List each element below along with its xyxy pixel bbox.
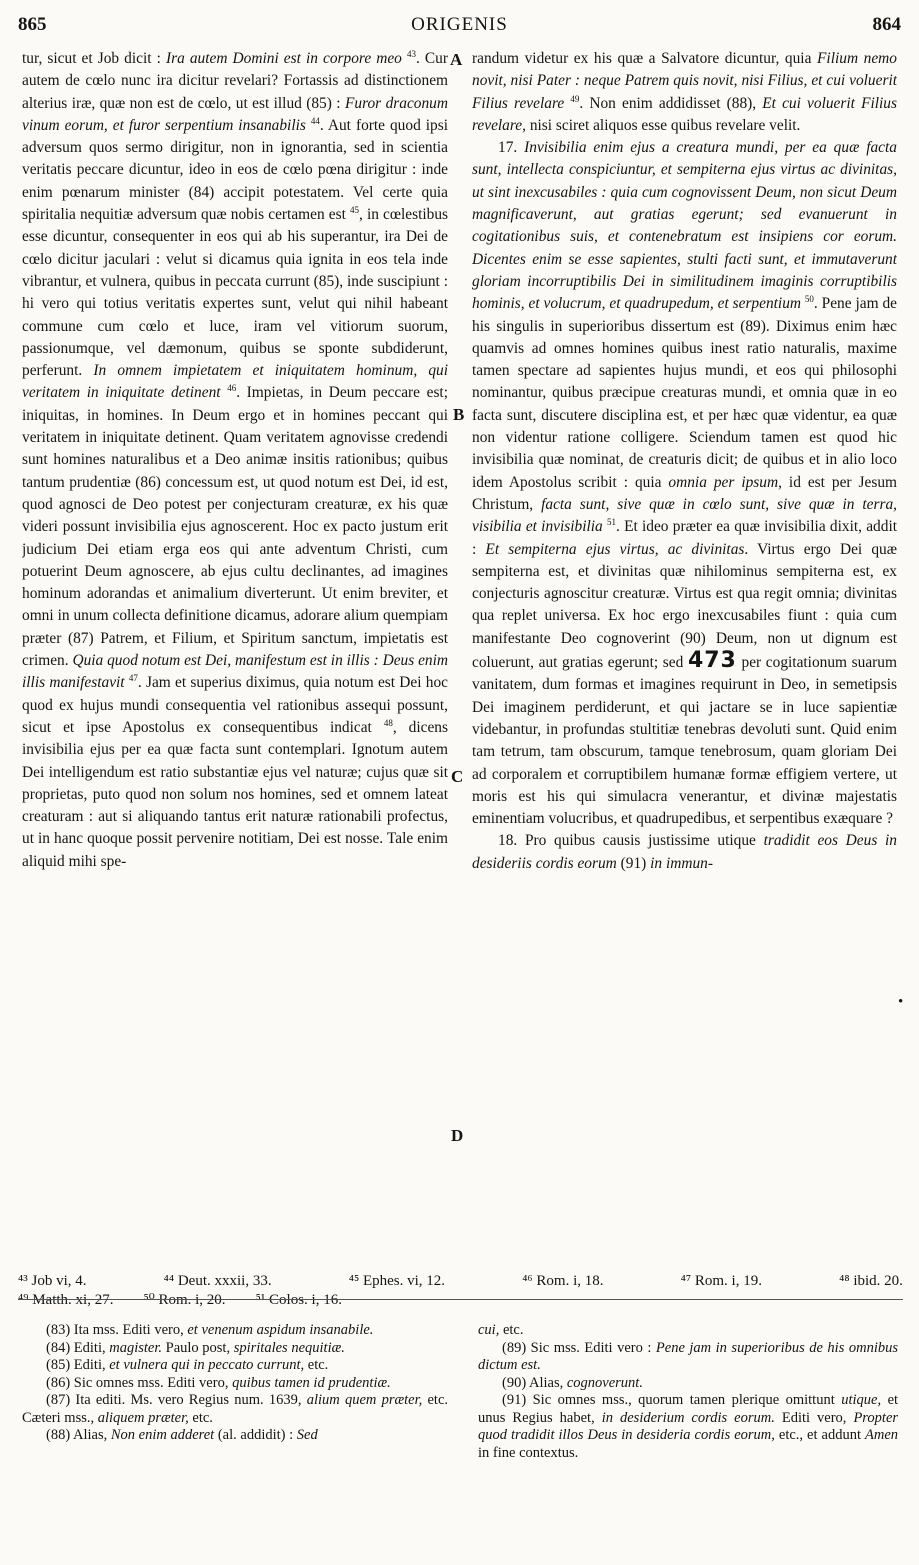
reference: ⁴⁸ ibid. 20.: [839, 1273, 903, 1289]
variant-reading: Amen: [864, 1427, 898, 1443]
text-run: (91): [620, 854, 647, 872]
footnote-marker: 46: [227, 383, 237, 394]
notes-right: [478, 1322, 898, 1502]
left-column: [22, 48, 448, 1270]
text-run: . Cur autem de cœlo nunc ira dicitur revelari? Fortassis ad distinctionem alterius iræ, quæ non est de cœlo, ut est illud (85) :: [22, 50, 448, 112]
text-run: . Non enim addidisset (88),: [579, 94, 757, 112]
note-88: [22, 1427, 448, 1445]
paragraph-17: [472, 137, 897, 830]
scripture-quote: Et sempiterna ejus virtus, ac divinitas: [485, 540, 745, 558]
text-run: Paulo post,: [165, 1339, 231, 1356]
variant-reading: alium quem præter,: [306, 1392, 423, 1408]
text-run: tur, sicut et Job dicit :: [22, 50, 161, 67]
note-83: [22, 1322, 448, 1340]
reference: ⁴⁷ Rom. i, 19.: [680, 1273, 762, 1289]
paragraph: [22, 48, 448, 873]
variant-reading: Sed: [296, 1427, 318, 1443]
margin-bullet: •: [898, 994, 904, 1010]
text-run: , id est per Jesum Christum,: [472, 473, 897, 513]
paragraph: [472, 48, 897, 137]
footnote-marker: 49: [570, 93, 580, 104]
scripture-quote: in immun-: [650, 854, 713, 872]
note-86: [22, 1375, 448, 1393]
footnote-marker: 47: [128, 673, 138, 684]
reference: ⁴⁹ Matth. xi, 27.: [18, 1292, 114, 1308]
margin-letter-a: A: [450, 50, 463, 69]
variant-reading: spiritales nequitiæ.: [233, 1339, 345, 1356]
text-run: (89) Sic mss. Editi vero :: [502, 1339, 652, 1356]
footnote-marker: 48: [383, 717, 393, 728]
divider: [18, 1299, 903, 1300]
page-number-right: 864: [872, 14, 901, 35]
scripture-quote: Invisibilia enim ejus a creatura mundi, per ea quæ facta sunt, intellecta conspiciuntur, et sempiterna ejus virtus ac divinitas, ut sint inexcusabiles : quia cum cognovissent Deum, non sicut Deum magnificaverunt, aut gratias egerunt; sed evanuerunt in cogitationibus suis, et contenebratum est insipiens cor eorum. Dicentes enim se esse sapientes, stulti facti sunt, et immutaverunt gloriam incorruptibilis Dei in similitudinem imaginis corruptibilis hominis, et volucrum, et quadrupedum, et serpentium: [472, 139, 897, 313]
text-run: , in cœlestibus esse dicuntur, consequenter in eos qui ab his superantur, ira Dei de cœlo dicitur jaculari : velut si dicamus quia ignita in eos tela inde vibrantur, et vulnera, quibus in peccata currunt (85), inde suscipiunt : hi vero qui totius veritatis expertes sunt, velut qui nihil habeant commune cum cœlo et luce, iram vel vitiorum suorum, passionumque, vel dæmonum, quibus se sponte subdiderunt, perferunt.: [22, 206, 448, 380]
margin-letter-b: B: [453, 405, 465, 424]
note-90: [478, 1375, 898, 1393]
text-run: etc.: [307, 1357, 329, 1373]
text-run: (84) Editi,: [46, 1339, 106, 1356]
scripture-quote: Filium nemo novit, nisi Pater : neque Patrem quis novit, nisi Filius, et cui voluerit Filius revelare: [472, 50, 897, 112]
variant-reading: et venenum aspidum insanabile.: [187, 1322, 374, 1338]
footnote-marker: 45: [349, 204, 359, 215]
text-run: (87) Ita editi. Ms. vero Regius num. 1639,: [46, 1392, 302, 1408]
variant-reading: cui,: [478, 1322, 500, 1338]
text-run: etc. Cæteri mss.,: [22, 1392, 448, 1426]
scripture-quote: Et cui voluerit Filius revelare: [472, 94, 897, 134]
text-run: etc., et addunt: [778, 1427, 861, 1443]
variant-reading: et vulnera qui in peccato currunt,: [109, 1357, 305, 1373]
text-run: etc.: [192, 1409, 213, 1426]
margin-letter-d: D: [451, 1126, 464, 1145]
variant-reading: Propter quod tradidit illos Deus in desideria cordis eorum,: [478, 1409, 898, 1443]
note-85: [22, 1357, 448, 1375]
text-run: Editi vero,: [781, 1409, 847, 1426]
text-run: . Pene jam de his singulis in superioribus dissertum est (89). Diximus enim hæc quamvis ad omnes homines quibus inest ratio naturalis, maxime tamen spectare ad sapientes hujus mundi, et eos qui philosophi nominantur, quibus præcipue creaturas mundi, et omnia quæ in eo facta sunt, discutere disciplina est, et per hæc quæ videntur, ea quæ non videntur ratione colligere. Sciendum tamen est quod hic invisibilia quæ nominat, de creaturis dicit; de quibus et in alio loco idem Apostolus scribit : quia: [472, 295, 897, 491]
variant-reading: aliquem præter,: [97, 1409, 189, 1426]
page-number-left: 865: [18, 14, 47, 35]
text-run: . Impietas, in Deum peccare est; iniquitas, in homines. In Deum ergo et in homines peccant qui veritatem in iniquitate detinent. Quam veritatem agnovisse credendi sunt homines naturalibus et a Deo animæ insitis rationibus; quibus tantum prudentiæ (86) concessum est, ut quod notum est Dei, id est, quod agnosci de Deo potest per conjecturam creaturæ, ex his quæ videri possunt invisibilia ejus agnoscerent. Hoc ex pacto justum erit judicium Dei etiam erga eos qui ante adventum Christi, cum potuerint Deum agnoscere, ab ejus cultu declinantes, ad imagines hominum adorandas et animalium diverterunt. Ut enim breviter, et omni in unum collecta definitione dicamus, adorare alium quempiam præter (87) Patrem, et Filium, et Spiritum sanctum, impietatis est crimen.: [22, 384, 448, 670]
reference: ⁴⁵ Ephes. vi, 12.: [348, 1273, 446, 1289]
text-run: . Et ideo præter ea quæ invisibilia dixit, addit :: [472, 518, 897, 558]
footnote-marker: 50: [804, 294, 814, 305]
text-run: etc.: [502, 1322, 524, 1338]
text-run: (83) Ita mss. Editi vero,: [46, 1322, 184, 1338]
scripture-references: [18, 1272, 903, 1310]
column-number: 473: [687, 648, 737, 674]
text-run: . Aut forte quod ipsi adversum quos sermo dirigitur, non in ignorantia, sed in scientia veritatis peccare dicuntur, ideo in eos de cœlo pœna dirigitur : inde enim pœnarum minister (84) accipit potestatem. Vel certe quia spiritalia nequitiæ adversum quæ nobis certamen est: [22, 116, 448, 224]
variant-reading: magister.: [109, 1339, 163, 1356]
text-run: 18. Pro quibus causis justissime utique: [498, 832, 756, 850]
notes-left: [22, 1322, 448, 1512]
variant-reading: utique,: [841, 1392, 882, 1408]
right-column: [472, 48, 897, 1270]
running-title: ORIGENIS: [411, 14, 508, 35]
text-run: (85) Editi,: [46, 1357, 106, 1373]
reference: ⁵¹ Colos. i, 16.: [255, 1292, 342, 1308]
variant-reading: cognoverunt.: [566, 1374, 643, 1391]
text-run: . Virtus ergo Dei quæ sempiterna est, et divinitas quæ nihilominus sempiterna est, ex conjecturis agnoscitur creaturæ. Virtus est qua regit omnia; divinitas qua replet universa. Ex hoc ergo inexcusabiles fiunt : quia cum manifestante Deo cognoverint (90) Deum, non ut dignum est coluerunt, aut gratias egerunt; sed: [472, 540, 897, 672]
note-89: [478, 1340, 898, 1375]
text-run: et unus Regius habet,: [478, 1392, 898, 1426]
note-91: [478, 1392, 898, 1462]
section-number: 17.: [498, 139, 518, 157]
text-run: , nisi sciret aliquos esse quibus revelare velit.: [522, 116, 801, 134]
text-run: , dicens invisibilia ejus per ea quæ facta sunt contemplari. Ignotum autem Dei intelligendum est ratio substantiæ ejus vel naturæ; cujus quæ sit proprietas, puto quod non solum nos homines, sed et omnem lateat creaturam : aut si aliquando tantus erit naturæ rationabili profectus, ut in hanc quoque possit pervenire notitiam, Dei est nosse. Tale enim aliquid mihi spe-: [22, 718, 448, 870]
reference: ⁴⁴ Deut. xxxii, 33.: [163, 1273, 272, 1289]
variant-reading: quibus tamen id prudentiæ.: [232, 1374, 391, 1391]
variant-reading: Pene jam in superioribus de his omnibus dictum est.: [478, 1339, 898, 1373]
paragraph-18: [472, 830, 897, 875]
scripture-quote: In omnem impietatem et iniquitatem hominum, qui veritatem in iniquitate detinent: [22, 362, 448, 402]
reference: ⁴⁶ Rom. i, 18.: [522, 1273, 604, 1289]
scripture-quote: Furor draconum vinum eorum, et furor serpentium insanabilis: [22, 94, 448, 134]
references-line: [18, 1291, 903, 1310]
footnote-marker: 44: [310, 115, 320, 126]
text-run: (88) Alias,: [46, 1427, 108, 1443]
footnote-marker: 43: [406, 48, 416, 59]
text-run: (90) Alias,: [502, 1374, 564, 1391]
variant-reading: in desiderium cordis eorum.: [601, 1409, 775, 1426]
note-84: [22, 1340, 448, 1358]
scripture-quote: Quia quod notum est Dei, manifestum est in illis : Deus enim illis manifestavit: [22, 652, 448, 692]
text-run: (91) Sic omnes mss., quorum tamen plerique omittunt: [502, 1392, 835, 1408]
text-run: (al. addidit) :: [217, 1427, 294, 1443]
reference: ⁵⁰ Rom. i, 20.: [143, 1292, 226, 1308]
running-head: [18, 14, 901, 42]
margin-letter-c: C: [451, 767, 464, 786]
variant-reading: Non enim adderet: [110, 1427, 215, 1443]
references-line: [18, 1272, 903, 1291]
scripture-quote: facta sunt, sive quæ in cœlo sunt, sive quæ in terra, visibilia et invisibilia: [472, 495, 897, 536]
scripture-quote: omnia per ipsum: [668, 473, 779, 491]
text-run: randum videtur ex his quæ a Salvatore dicuntur, quia: [472, 50, 812, 67]
note-88-continued: [478, 1322, 898, 1340]
scripture-quote: tradidit eos Deus in desideriis cordis eorum: [472, 832, 897, 872]
reference: ⁴³ Job vi, 4.: [18, 1273, 87, 1289]
text-run: per cogitationum suarum vanitatem, dum formas et imagines requirunt in Deo, in semetipsis Dei imaginem perdiderunt, et qui jactare se in luce sapientiæ videbantur, in profundas stultitiæ tenebras devoluti sunt. Quid enim tam tetrum, tam obscurum, tamque tenebrosum, quam gloriam Dei ad corporalem et corruptibilem humanæ formæ effigiem vertere, ut moris est his qui simulacra venerantur, et divinæ majestatis eminentiam volucribus, et quadrupedibus, et serpentibus exæquare ?: [472, 654, 897, 828]
scripture-quote: Ira autem Domini est in corpore meo: [165, 50, 402, 67]
text-run: (86) Sic omnes mss. Editi vero,: [46, 1374, 229, 1391]
footnote-marker: 51: [607, 517, 616, 528]
text-run: in fine contextus.: [478, 1444, 579, 1461]
text-run: . Jam et superius diximus, quia notum est Dei hoc quod ex hujus mundi consequentia vel rationibus assequi possunt, sicut et ipse Apostolus ex consequentibus indicat: [22, 674, 448, 736]
note-87: [22, 1392, 448, 1427]
